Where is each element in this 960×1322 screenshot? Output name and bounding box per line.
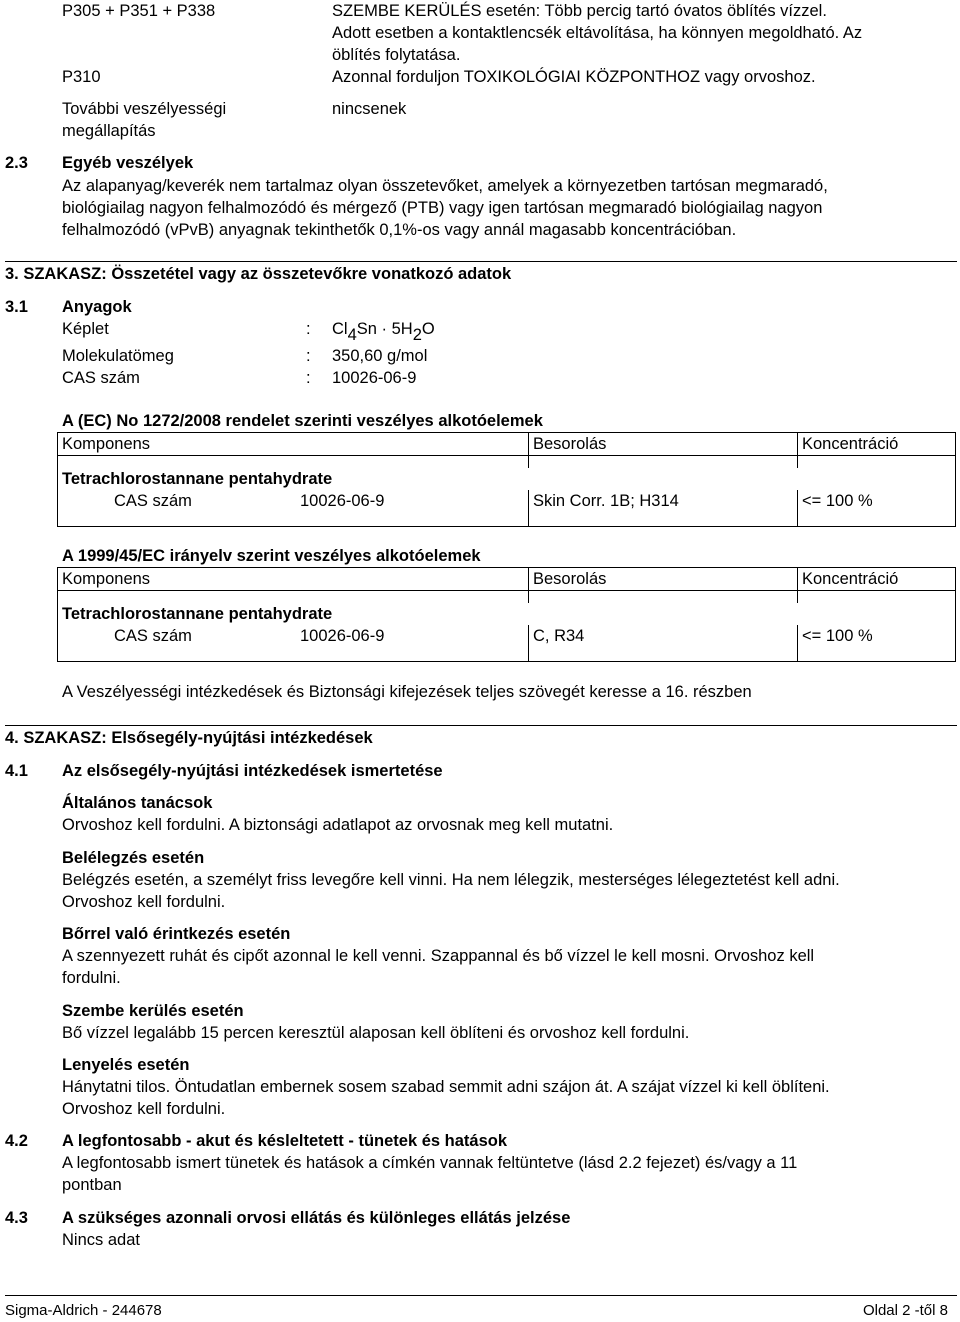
block-line: Orvoshoz kell fordulni. <box>62 1100 226 1118</box>
block-title: Lenyelés esetén <box>62 1056 190 1074</box>
block-line: Bő vízzel legalább 15 percen keresztül alaposan kell öblíteni és orvoshoz kell fordulni. <box>62 1024 690 1042</box>
table-cell <box>58 625 529 647</box>
table-spacer <box>798 647 956 662</box>
subsection-number: 3.1 <box>5 298 28 316</box>
table-spacer <box>58 512 529 527</box>
block-title: Bőrrel való érintkezés esetén <box>62 925 291 943</box>
p-statement-line: Azonnal forduljon TOXIKOLÓGIAI KÖZPONTHOZ vagy orvoshoz. <box>332 68 816 86</box>
p-statement-line: Adott esetben a kontaktlencsék eltávolítása, ha könnyen megoldható. Az <box>332 24 863 42</box>
formula-label: Képlet <box>62 320 109 338</box>
table-spacer <box>58 647 529 662</box>
cas-label: CAS szám <box>114 492 192 510</box>
concentration: <= 100 % <box>798 490 956 512</box>
table-title: A 1999/45/EC irányelv szerint veszélyes alkotóelemek <box>62 547 481 565</box>
table-header: Komponens <box>58 568 529 591</box>
table-spacer <box>58 456 529 469</box>
subsection-number: 4.2 <box>5 1132 28 1150</box>
footer-page-number: Oldal 2 -től 8 <box>862 1302 948 1319</box>
subsection-number: 4.3 <box>5 1209 28 1227</box>
block-title: Szembe kerülés esetén <box>62 1002 244 1020</box>
subsection-title: Anyagok <box>62 298 132 316</box>
table-header: Koncentráció <box>798 568 956 591</box>
molecular-weight-value: 350,60 g/mol <box>332 347 428 365</box>
table-header: Besorolás <box>529 433 798 456</box>
block-line: Hánytatni tilos. Öntudatlan embernek sosem szabad semmit adni szájon át. A szájat vízzel ki kell öblíteni. <box>62 1078 830 1096</box>
block-title: Általános tanácsok <box>62 794 213 812</box>
table-title: A (EC) No 1272/2008 rendelet szerinti veszélyes alkotóelemek <box>62 412 543 430</box>
table-header: Koncentráció <box>798 433 956 456</box>
further-hazards-label: További veszélyességi <box>62 100 227 118</box>
paragraph-line: Az alapanyag/keverék nem tartalmaz olyan összetevőket, amelyek a környezetben tartósan megmaradó, <box>62 177 828 195</box>
table-spacer <box>798 512 956 527</box>
component-name: Tetrachlorostannane pentahydrate <box>58 603 956 625</box>
block-line: Orvoshoz kell fordulni. A biztonsági adatlapot az orvosnak meg kell mutatni. <box>62 816 614 834</box>
table-spacer <box>529 512 798 527</box>
p-statement-line: öblítés folytatása. <box>332 46 461 64</box>
cas-label: CAS szám <box>114 627 192 645</box>
subsection-number: 2.3 <box>5 154 28 172</box>
components-table-directive <box>57 567 956 662</box>
classification: C, R34 <box>529 625 798 647</box>
note: A Veszélyességi intézkedések és Biztonsági kifejezések teljes szövegét keresse a 16. részben <box>62 683 752 701</box>
table-header: Komponens <box>58 433 529 456</box>
concentration: <= 100 % <box>798 625 956 647</box>
cas-value: 10026-06-9 <box>300 492 385 510</box>
subsection-title: A szükséges azonnali orvosi ellátás és különleges ellátás jelzése <box>62 1209 571 1227</box>
block-line: fordulni. <box>62 969 121 987</box>
subsection-title: Egyéb veszélyek <box>62 154 194 172</box>
subsection-title: Az elsősegély-nyújtási intézkedések ismertetése <box>62 762 443 780</box>
section-divider <box>5 725 957 726</box>
p-code: P310 <box>62 68 101 86</box>
table-cell <box>58 490 529 512</box>
cas-value: 10026-06-9 <box>300 627 385 645</box>
paragraph-line: felhalmozódó (vPvB) anyagnak tekinthetők 0,1%-os vagy annál magasabb koncentrációban. <box>62 221 737 239</box>
table-spacer <box>529 456 798 469</box>
components-table-ec <box>57 432 956 527</box>
cas-label: CAS szám <box>62 369 140 387</box>
further-hazards-label: megállapítás <box>62 122 156 140</box>
table-spacer <box>798 591 956 604</box>
subsection-title: A legfontosabb - akut és késleltetett - tünetek és hatások <box>62 1132 508 1150</box>
section-divider <box>5 261 957 262</box>
block-line: Orvoshoz kell fordulni. <box>62 893 226 911</box>
paragraph-line: pontban <box>62 1176 122 1194</box>
p-statement-line: SZEMBE KERÜLÉS esetén: Több percig tartó óvatos öblítés vízzel. <box>332 2 827 20</box>
classification: Skin Corr. 1B; H314 <box>529 490 798 512</box>
table-spacer <box>529 647 798 662</box>
p-code: P305 + P351 + P338 <box>62 2 216 20</box>
paragraph-line: biológiailag nagyon felhalmozódó és mérgező (PTB) vagy igen tartósan megmaradó biológiailag nagyon <box>62 199 823 217</box>
footer-product: Sigma-Aldrich - 244678 <box>5 1302 162 1319</box>
block-line: A szennyezett ruhát és cipőt azonnal le kell venni. Szappannal és bő vízzel le kell mosni. Orvoshoz kell <box>62 947 815 965</box>
further-hazards-value: nincsenek <box>332 100 407 118</box>
table-spacer <box>798 456 956 469</box>
footer-divider <box>5 1295 957 1296</box>
colon: : <box>306 369 311 387</box>
colon: : <box>306 320 311 338</box>
cas-value: 10026-06-9 <box>332 369 417 387</box>
paragraph-line: A legfontosabb ismert tünetek és hatások a címkén vannak feltüntetve (lásd 2.2 fejezet) és/vagy a 11 <box>62 1154 798 1172</box>
colon: : <box>306 347 311 365</box>
paragraph-line: Nincs adat <box>62 1231 140 1249</box>
table-spacer <box>58 591 529 604</box>
table-header: Besorolás <box>529 568 798 591</box>
formula-value: Cl4Sn · 5H2O <box>332 320 435 344</box>
subsection-number: 4.1 <box>5 762 28 780</box>
component-name: Tetrachlorostannane pentahydrate <box>58 468 956 490</box>
table-spacer <box>529 591 798 604</box>
section-title: 3. SZAKASZ: Összetétel vagy az összetevőkre vonatkozó adatok <box>5 265 512 283</box>
molecular-weight-label: Molekulatömeg <box>62 347 174 365</box>
block-line: Belégzés esetén, a személyt friss levegőre kell vinni. Ha nem lélegzik, mesterséges lélegeztetést kell adni. <box>62 871 840 889</box>
section-title: 4. SZAKASZ: Elsősegély-nyújtási intézkedések <box>5 729 373 747</box>
block-title: Belélegzés esetén <box>62 849 205 867</box>
